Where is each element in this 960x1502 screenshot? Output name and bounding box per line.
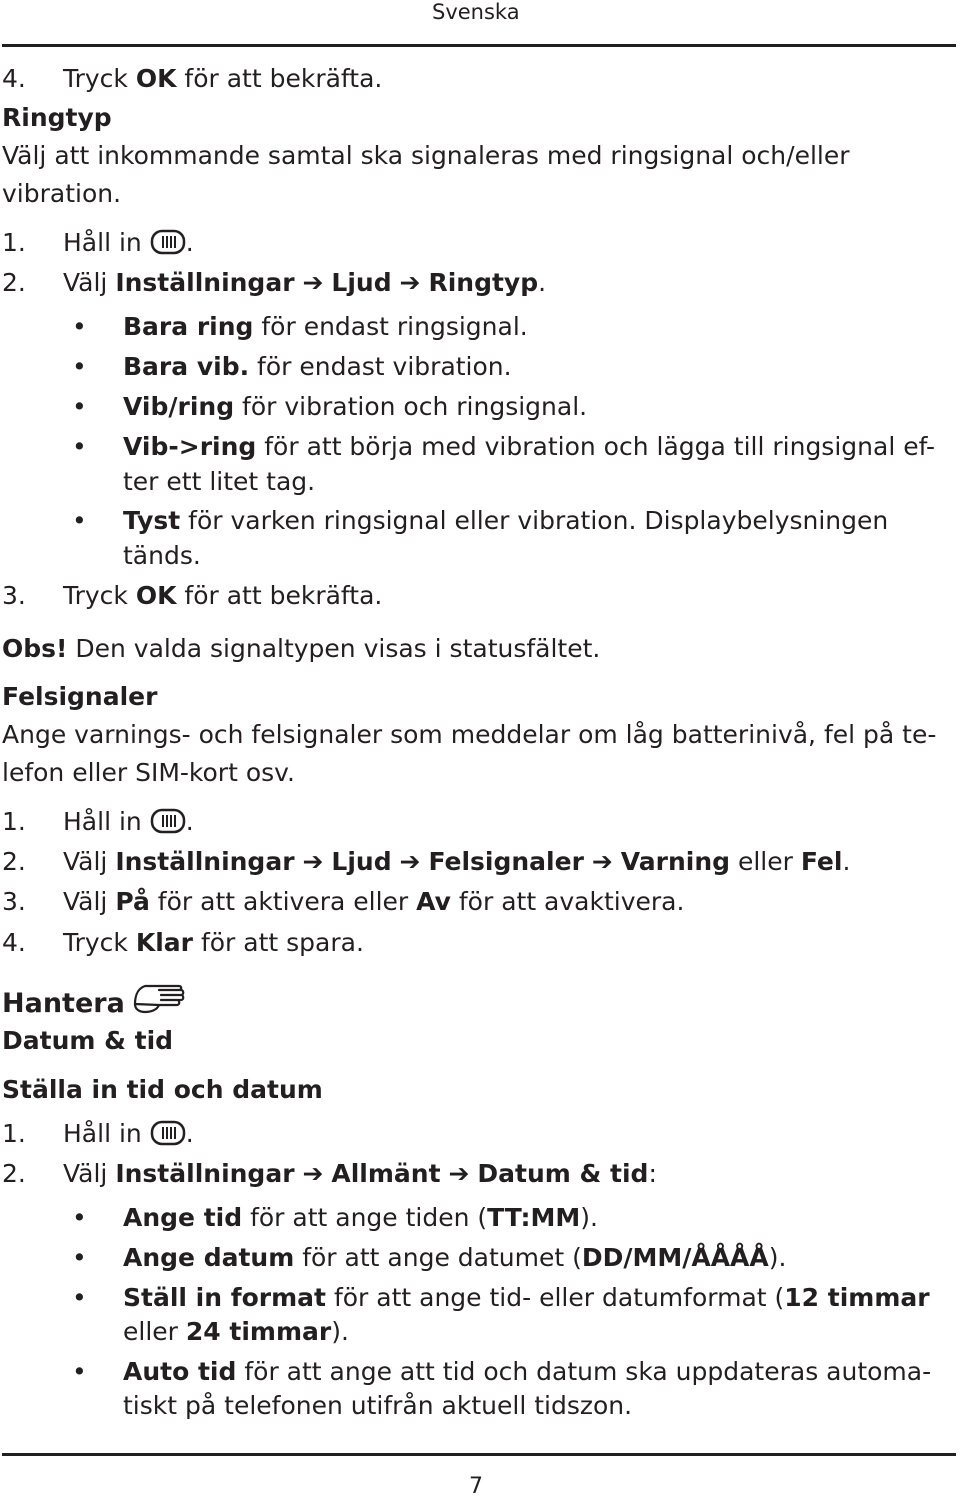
obs-note [2,632,600,666]
bullet: • [72,1243,87,1272]
heading-felsignaler: Felsignaler [2,682,158,711]
step-text: Välj [63,887,116,916]
keypad-key-icon [150,229,186,255]
bullet-ange-datum [123,1241,786,1275]
ok-label: OK [135,64,177,93]
bullet-tyst-cont: tänds. [123,541,201,570]
option-label: Ange datum [123,1243,295,1272]
step-text: Håll in [63,807,142,836]
bullet-stall-in-format-cont [123,1315,349,1349]
menu-path-ljud: Ljud [331,847,392,876]
step-text: för att aktivera eller [149,887,417,916]
menu-path-fel: Fel [800,847,843,876]
option-desc: för varken ringsignal eller vibration. Displaybelysningen [180,506,889,535]
arrow-right-icon: ➔ [399,847,421,876]
option-desc: för endast ringsignal. [253,312,528,341]
step-text: eller [730,847,801,876]
hand-icon [131,980,187,1018]
bullet-bara-vib [123,350,512,384]
bullet: • [72,1283,87,1312]
option-label: Ange tid [123,1203,243,1232]
option-label: Bara vib. [123,352,250,381]
step-number: 1. [2,807,26,836]
menu-path-installningar: Inställningar [115,268,295,297]
heading-stalla-in: Ställa in tid och datum [2,1075,323,1104]
footer-rule [2,1453,956,1456]
step-number: 4. [2,928,26,957]
punct: ). [768,1243,787,1272]
option-label: Auto tid [123,1357,237,1386]
bullet-vib-ring [123,390,587,424]
step-text: för att avaktivera. [450,887,685,916]
ok-label: OK [135,581,177,610]
page-header-language: Svenska [432,0,520,24]
option-desc: för att ange datumet ( [294,1243,582,1272]
punct: . [538,268,547,297]
bullet: • [72,352,87,381]
arrow-right-icon: ➔ [302,847,324,876]
option-desc: för endast vibration. [249,352,512,381]
option-label: Vib->ring [123,432,257,461]
step-number: 3. [2,887,26,916]
arrow-right-icon: ➔ [302,1159,324,1188]
obs-label: Obs! [2,634,68,663]
option-pa: På [115,887,150,916]
keypad-key-icon [150,808,186,834]
felsignaler-desc-line2: lefon eller SIM-kort osv. [2,758,295,787]
option-desc: för vibration och ringsignal. [234,392,588,421]
punct: . [185,228,194,257]
bullet-vib-to-ring-cont: ter ett litet tag. [123,467,316,496]
menu-path-felsignaler: Felsignaler [428,847,584,876]
punct: . [185,1119,194,1148]
page-number: 7 [469,1474,483,1499]
option-label: Ställ in format [123,1283,326,1312]
arrow-right-icon: ➔ [399,268,421,297]
step-text: Tryck [63,581,136,610]
punct: ). [580,1203,598,1232]
arrow-right-icon: ➔ [302,268,324,297]
step-text: Tryck [63,64,136,93]
bullet-auto-tid-cont: tiskt på telefonen utifrån aktuell tidszon. [123,1391,633,1420]
option-desc: för att ange tiden ( [242,1203,488,1232]
option-desc: för att börja med vibration och lägga till ringsignal ef- [256,432,936,461]
menu-path-ringtyp: Ringtyp [428,268,539,297]
ringtyp-desc-line2: vibration. [2,179,122,208]
step-text: Välj [63,268,116,297]
menu-path-ljud: Ljud [331,268,392,297]
step-text: Håll in [63,228,142,257]
heading-hantera [2,980,187,1023]
step-text: för att spara. [193,928,364,957]
bullet-ange-tid [123,1201,598,1235]
bullet-bara-ring [123,310,528,344]
option-label: Vib/ring [123,392,235,421]
step-number: 2. [2,268,26,297]
format-label: 24 timmar [185,1317,332,1346]
bullet: • [72,1357,87,1386]
obs-text: Den valda signaltypen visas i statusfältet. [67,634,601,663]
step-text: för att bekräfta. [176,64,383,93]
punct: . [842,847,851,876]
format-label: 12 timmar [784,1283,930,1312]
bullet: • [72,312,87,341]
option-label: Tyst [123,506,181,535]
arrow-right-icon: ➔ [448,1159,470,1188]
keypad-key-icon [150,1120,186,1146]
step-number: 1. [2,1119,26,1148]
step-text: för att bekräfta. [176,581,383,610]
step-number: 2. [2,847,26,876]
option-label: Bara ring [123,312,254,341]
option-desc: för att ange tid- eller datumformat ( [326,1283,785,1312]
menu-path-varning: Varning [620,847,731,876]
bullet: • [72,1203,87,1232]
ringtyp-desc-line1: Välj att inkommande samtal ska signaleras med ringsignal och/eller [2,141,850,170]
step-number: 1. [2,228,26,257]
step-number: 2. [2,1159,26,1188]
menu-path-datum-tid: Datum & tid [477,1159,649,1188]
bullet-auto-tid [123,1355,931,1389]
step-text: Välj [63,847,116,876]
step-text: Välj [63,1159,116,1188]
punct: ). [331,1317,349,1346]
arrow-right-icon: ➔ [591,847,613,876]
format-label: TT:MM [487,1203,581,1232]
bullet: • [72,506,87,535]
header-rule [2,44,956,47]
bullet-tyst [123,504,888,538]
menu-path-installningar: Inställningar [115,1159,295,1188]
heading-text: Hantera [2,988,125,1019]
heading-ringtyp: Ringtyp [2,103,112,132]
menu-path-allmant: Allmänt [331,1159,441,1188]
option-av: Av [416,887,451,916]
punct: . [185,807,194,836]
bullet-stall-in-format [123,1281,930,1315]
felsignaler-desc-line1: Ange varnings- och felsignaler som meddelar om låg batterinivå, fel på te- [2,720,937,749]
bullet: • [72,432,87,461]
heading-datum-tid: Datum & tid [2,1026,174,1055]
klar-label: Klar [135,928,193,957]
step-number: 3. [2,581,26,610]
bullet: • [72,392,87,421]
step-text: Tryck [63,928,136,957]
bullet-vib-to-ring [123,430,935,464]
step-number: 4. [2,64,26,93]
format-label: DD/MM/ÅÅÅÅ [581,1243,769,1272]
menu-path-installningar: Inställningar [115,847,295,876]
option-desc: eller [123,1317,186,1346]
option-desc: för att ange att tid och datum ska uppdateras automa- [236,1357,932,1386]
step-text: Håll in [63,1119,142,1148]
punct: : [648,1159,657,1188]
